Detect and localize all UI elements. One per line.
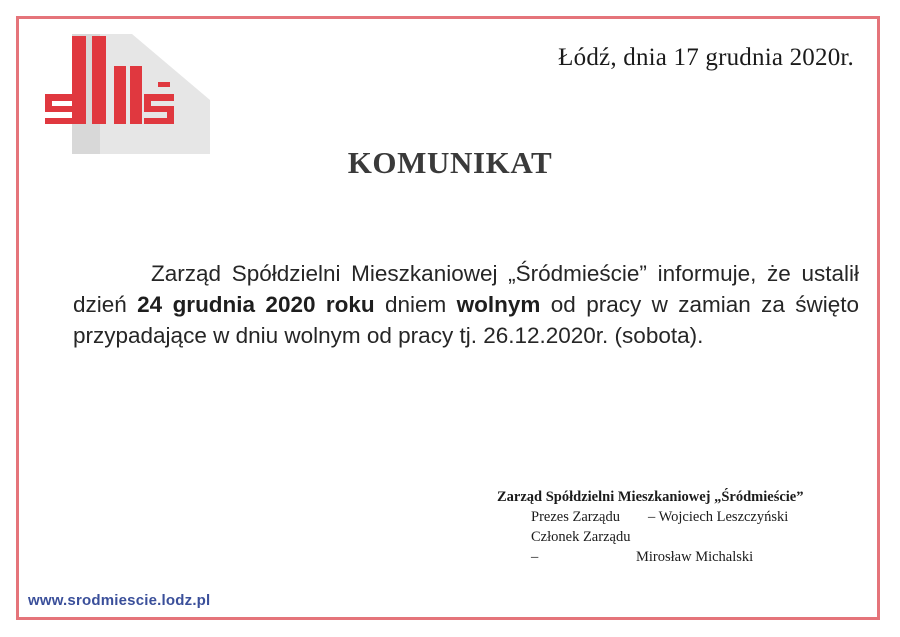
signature-person: – Wojciech Leszczyński (648, 509, 789, 525)
signature-organization: Zarząd Spółdzielni Mieszkaniowej „Śródmieście” (497, 489, 804, 505)
page-title: KOMUNIKAT (347, 145, 553, 180)
cooperative-logo (40, 34, 210, 154)
body-highlight-free: wolnym (456, 292, 541, 317)
document-date: Łódź, dnia 17 grudnia 2020r. (558, 44, 854, 71)
body-text-part3: od pracy w zamian za święto przypadające w dniu wolnym od pracy tj. 26.12.2020r. (sobota). (73, 292, 860, 348)
body-text-part2: dniem (374, 292, 457, 317)
signature-line (497, 507, 804, 527)
signature-block (497, 487, 804, 567)
signature-role: Prezes Zarządu (531, 509, 620, 525)
announcement-body (73, 258, 859, 351)
body-highlight-date: 24 grudnia 2020 roku (137, 292, 375, 317)
signature-line (497, 527, 804, 567)
signature-person: Mirosław Michalski (636, 549, 754, 565)
website-link[interactable]: www.srodmiescie.lodz.pl (28, 592, 211, 609)
signature-role: Członek Zarządu – (531, 529, 631, 565)
body-text-part1: Zarząd Spółdzielni Mieszkaniowej „Śródmieście” informuje, że ustalił dzień (73, 261, 859, 317)
